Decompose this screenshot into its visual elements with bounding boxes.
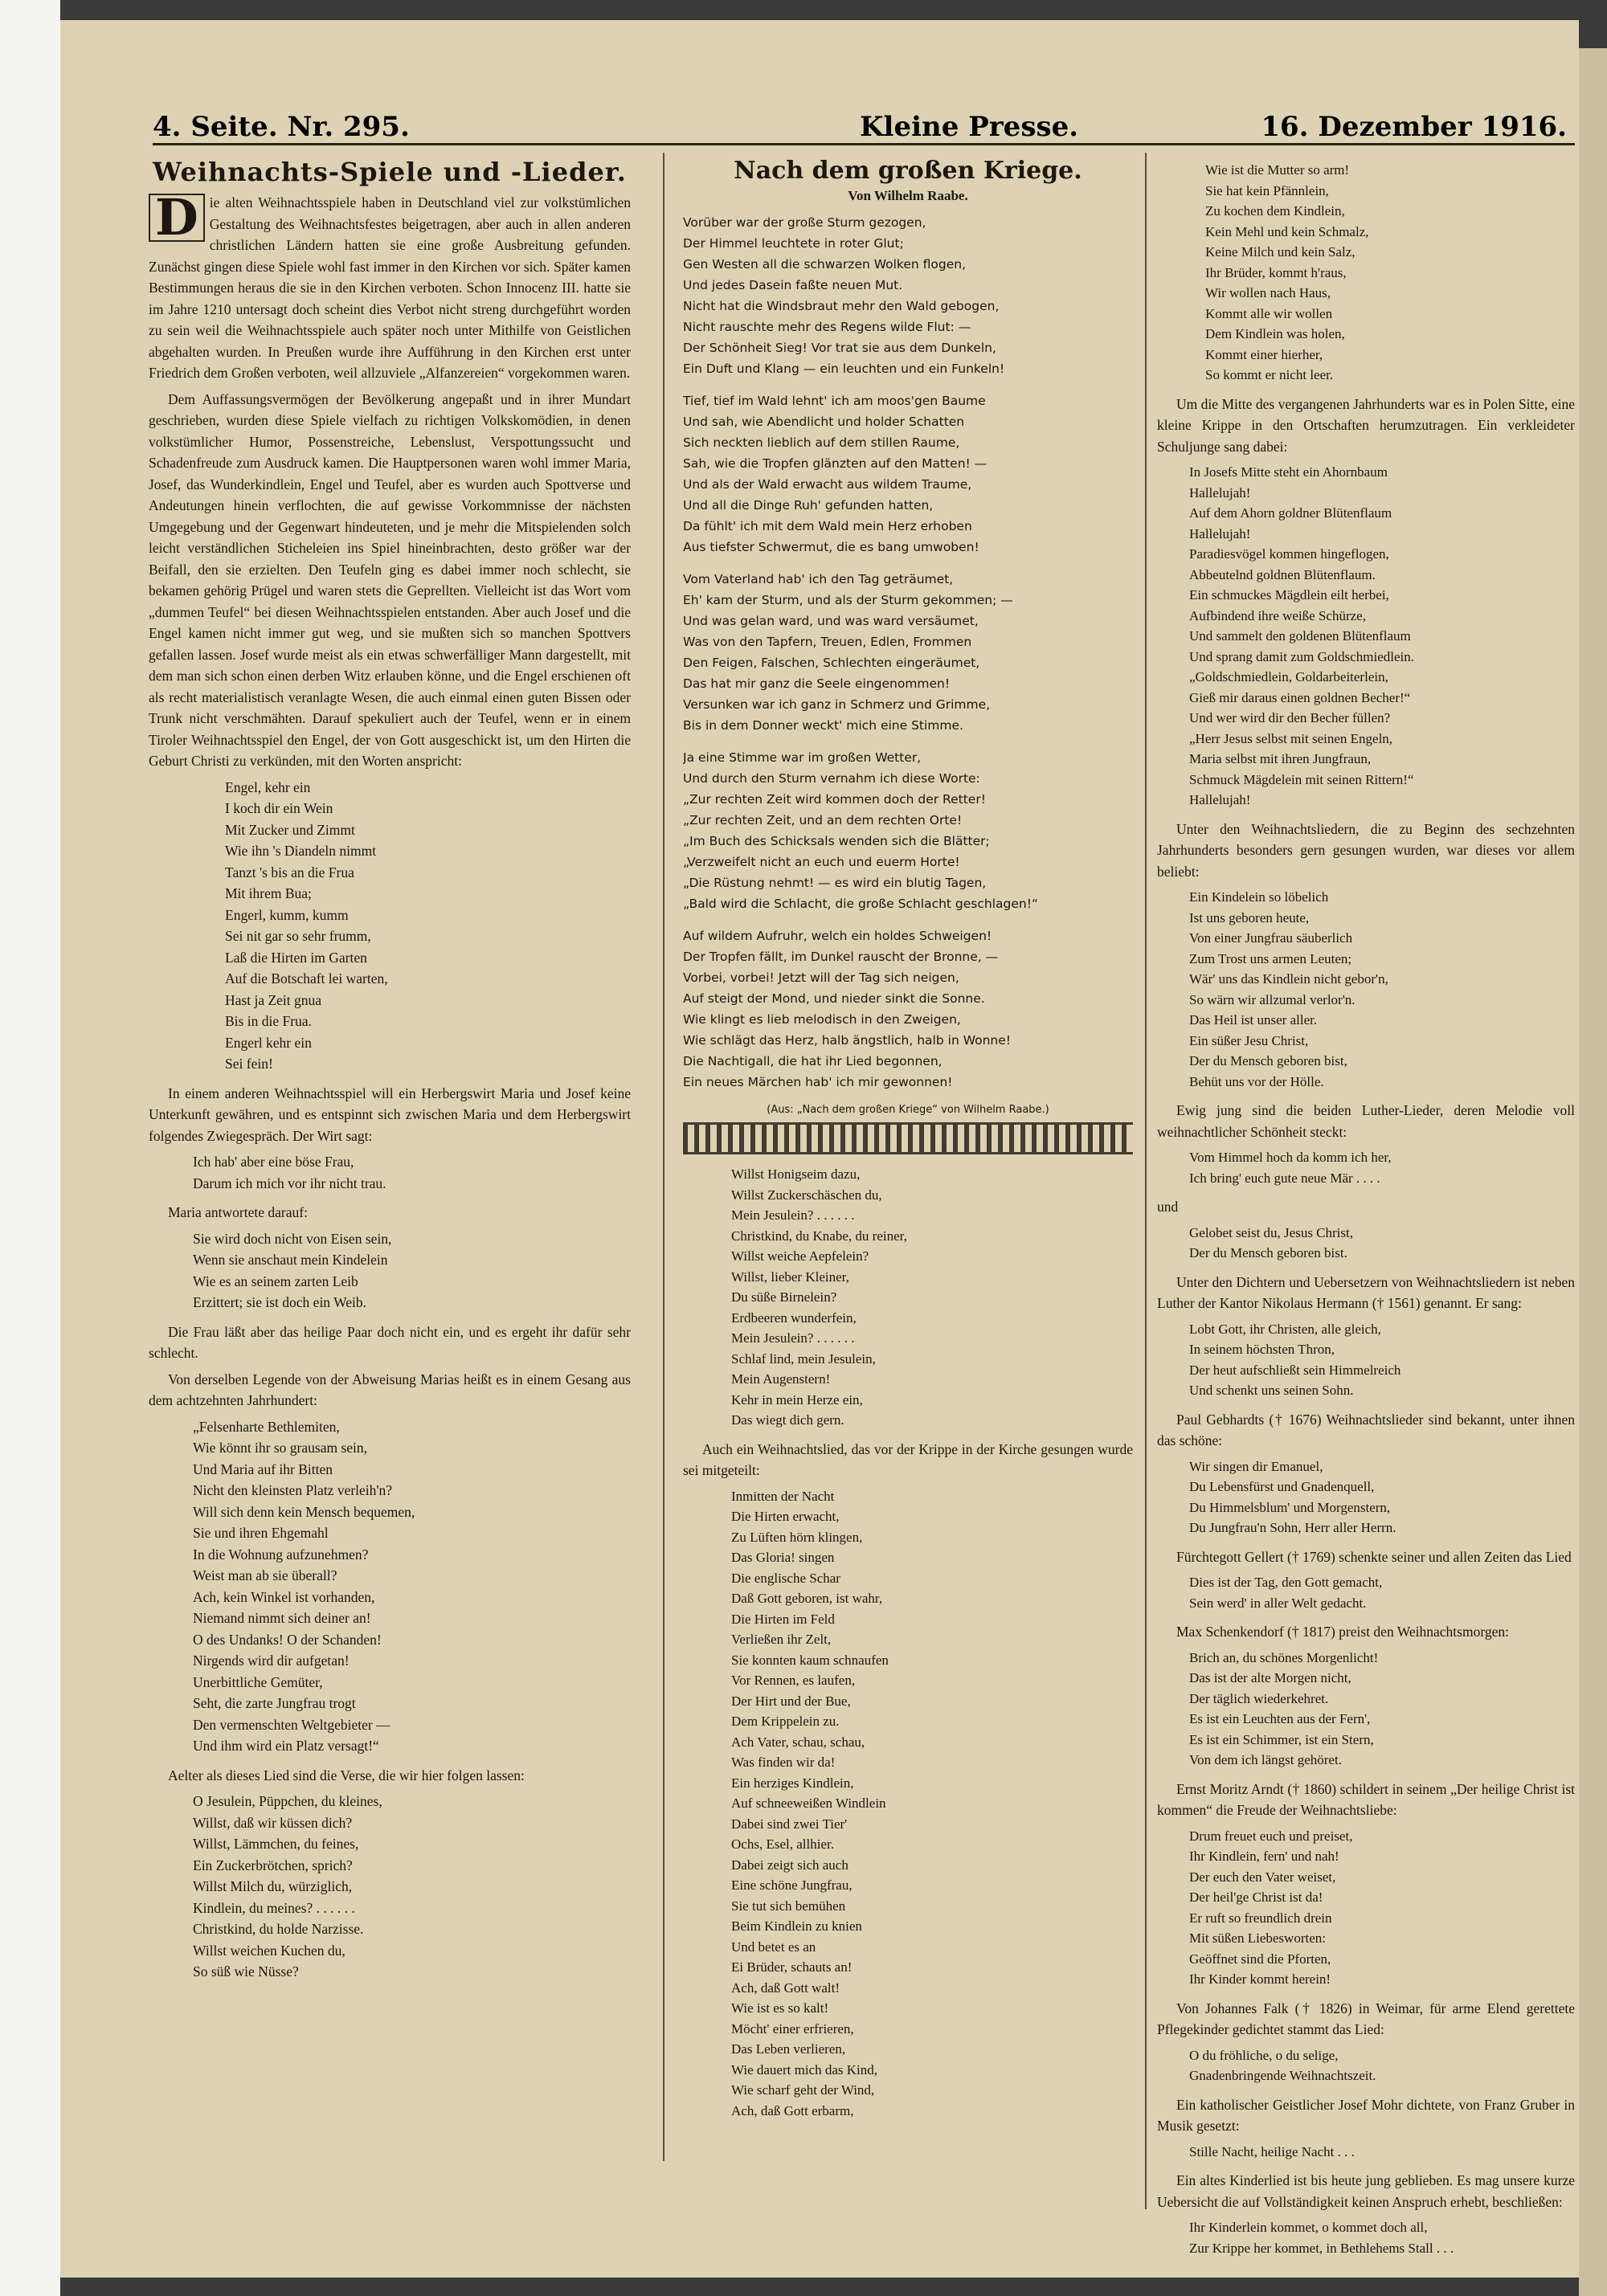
verse-line: Nicht hat die Windsbraut mehr den Wald gebogen,	[683, 299, 1000, 313]
verse-line: Nicht den kleinsten Platz verleih'n?	[193, 1482, 393, 1498]
verse-line: Aus tiefster Schwermut, die es bang umwoben!	[683, 540, 979, 554]
poem-stanza	[683, 925, 1133, 1093]
verse-line: Und was gelan ward, und was ward versäumet,	[683, 614, 979, 628]
verse-line: Ochs, Esel, allhier.	[731, 1836, 834, 1852]
verse-line: Ihr Brüder, kommt h'raus,	[1205, 264, 1347, 280]
verse-line: Laß die Hirten im Garten	[225, 949, 367, 966]
verse-line: Zur Krippe her kommet, in Bethlehems Stall . . .	[1189, 2240, 1454, 2256]
verse-line: Weist man ab sie überall?	[193, 1567, 337, 1583]
verse-line: Paradiesvögel kommen hingeflogen,	[1189, 546, 1389, 562]
verse-line: Der heil'ge Christ ist da!	[1189, 1890, 1323, 1905]
verse-line: Brich an, du schönes Morgenlicht!	[1189, 1649, 1379, 1665]
verse-line: I koch dir ein Wein	[225, 800, 333, 816]
verse-line: Ich hab' aber eine böse Frau,	[193, 1154, 354, 1170]
verse-line: Gen Westen all die schwarzen Wolken flogen,	[683, 257, 967, 272]
verse-line: Mein Jesulein? . . . . . .	[731, 1207, 855, 1223]
verse-block	[149, 1228, 631, 1313]
article-paragraph: In einem anderen Weihnachtsspiel will ein Herbergswirt Maria und Josef keine Unterkunft gewähren, und es entspinnt sich zwischen Maria und dem Herbergswirt folgendes Zwiegespräch. Der Wirt sagt:	[149, 1085, 631, 1144]
article-paragraph: Ein katholischer Geistlicher Josef Mohr dichtete, von Franz Gruber in Musik gesetzt:	[1157, 2096, 1575, 2134]
verse-line: O du fröhliche, o du selige,	[1189, 2047, 1339, 2063]
verse-line: Und all die Dinge Ruh' gefunden hatten,	[683, 498, 934, 513]
verse-line: Eine schöne Jungfrau,	[731, 1877, 853, 1893]
article-paragraph: Von derselben Legende von der Abweisung Marias heißt es in einem Gesang aus dem achtzehnten Jahrhundert:	[149, 1371, 631, 1408]
verse-line: Wie scharf geht der Wind,	[731, 2082, 875, 2098]
article-paragraph: Unter den Weihnachtsliedern, die zu Beginn des sechzehnten Jahrhunderts besonders gern gesungen wurden, war dieses vor allem beliebt:	[1157, 820, 1575, 880]
article-paragraph: Aelter als dieses Lied sind die Verse, die wir hier folgen lassen:	[168, 1767, 525, 1783]
verse-line: Ein herziges Kindlein,	[731, 1775, 854, 1791]
article-title: Weihnachts-Spiele und -Lieder.	[153, 157, 627, 187]
verse-line: Sah, wie die Tropfen glänzten auf den Matten! —	[683, 456, 988, 471]
issue-date: 16. Dezember 1916.	[1261, 111, 1567, 143]
verse-line: Ihr Kindlein, fern' und nah!	[1189, 1849, 1339, 1864]
poem-title: Nach dem großen Kriege.	[734, 157, 1082, 185]
verse-block	[149, 1791, 631, 1983]
verse-line: Da fühlt' ich mit dem Wald mein Herz erhoben	[683, 519, 972, 533]
poem-author: Von Wilhelm Raabe.	[848, 188, 968, 203]
verse-line: Ein neues Märchen hab' ich mir gewonnen!	[683, 1075, 953, 1089]
verse-line: „Bald wird die Schlacht, die große Schlacht geschlagen!“	[683, 897, 1038, 911]
verse-line: Tief, tief im Wald lehnt' ich am moos'gen Baume	[683, 394, 986, 408]
article-paragraph: Um die Mitte des vergangenen Jahrhunderts war es in Polen Sitte, eine kleine Krippe in den Ortschaften herumzutragen. Ein verkleideter Schuljunge sang dabei:	[1157, 395, 1575, 455]
poem	[683, 212, 1133, 1093]
poem-stanza	[683, 390, 1133, 558]
verse-line: Der täglich wiederkehret.	[1189, 1690, 1329, 1706]
column-2	[683, 157, 1133, 2129]
verse-line: Vorüber war der große Sturm gezogen,	[683, 215, 926, 230]
verse-line: Verließen ihr Zelt,	[731, 1632, 832, 1647]
verse-line: O des Undanks! O der Schanden!	[193, 1631, 382, 1648]
verse-line: Dabei zeigt sich auch	[731, 1857, 848, 1873]
verse-line: Stille Nacht, heilige Nacht . . .	[1189, 2143, 1355, 2159]
verse-line: Und jedes Dasein faßte neuen Mut.	[683, 278, 903, 292]
verse-block	[1157, 160, 1575, 386]
verse-line: „Zur rechten Zeit, und an dem rechten Orte!	[683, 813, 963, 827]
verse-line: Engel, kehr ein	[225, 778, 311, 795]
drop-cap: D	[149, 194, 205, 242]
verse-line: Ein süßer Jesu Christ,	[1189, 1032, 1309, 1048]
verse-line: Erzittert; sie ist doch ein Weib.	[193, 1294, 366, 1310]
verse-line: Lobt Gott, ihr Christen, alle gleich,	[1189, 1321, 1381, 1337]
verse-line: Der Himmel leuchtete in roter Glut;	[683, 236, 904, 251]
verse-line: Nirgends wird dir aufgetan!	[193, 1653, 350, 1669]
verse-line: Willst Zuckerschäschen du,	[731, 1187, 882, 1203]
verse-line: Engerl kehr ein	[225, 1034, 312, 1051]
verse-block	[1157, 1456, 1575, 1538]
verse-line: Wir wollen nach Haus,	[1205, 285, 1331, 300]
column-3	[1157, 157, 1575, 2266]
article-paragraph: Maria antwortete darauf:	[168, 1204, 308, 1220]
verse-line: Und schenkt uns seinen Sohn.	[1189, 1383, 1354, 1398]
verse-line: Gelobet seist du, Jesus Christ,	[1189, 1224, 1353, 1240]
verse-line: Wie klingt es lieb melodisch in den Zweigen,	[683, 1012, 961, 1027]
verse-line: In Josefs Mitte steht ein Ahornbaum	[1189, 464, 1388, 480]
verse-line: Auf steigt der Mond, und nieder sinkt die Sonne.	[683, 991, 985, 1006]
verse-line: Sie hat kein Pfännlein,	[1205, 182, 1329, 198]
article-paragraph: Max Schenkendorf († 1817) preist den Weihnachtsmorgen:	[1176, 1624, 1509, 1640]
verse-line: Wie ist es so kalt!	[731, 2000, 829, 2016]
verse-line: Auf wildem Aufruhr, welch ein holdes Schweigen!	[683, 929, 992, 943]
verse-block	[1157, 2217, 1575, 2258]
verse-line: Engerl, kumm, kumm	[225, 906, 349, 923]
verse-line: Wär' uns das Kindlein nicht gebor'n,	[1189, 971, 1388, 987]
verse-line: Der du Mensch geboren bist.	[1189, 1245, 1347, 1260]
verse-line: Es ist ein Schimmer, ist ein Stern,	[1189, 1731, 1374, 1747]
verse-line: Du süße Birnelein?	[731, 1289, 837, 1305]
verse-line: Willst Milch du, würziglich,	[193, 1878, 353, 1894]
verse-line: Und betet es an	[731, 1939, 816, 1955]
article-paragraph: Fürchtegott Gellert († 1769) schenkte seiner und allen Zeiten das Lied	[1176, 1548, 1572, 1565]
verse-line: Behüt uns vor der Hölle.	[1189, 1073, 1324, 1089]
verse-line: Wie es an seinem zarten Leib	[193, 1273, 358, 1289]
verse-line: Willst, Lämmchen, du feines,	[193, 1836, 359, 1852]
verse-line: Und sah, wie Abendlicht und holder Schatten	[683, 415, 965, 429]
verse-line: Mit süßen Liebesworten:	[1189, 1930, 1326, 1946]
verse-line: Sie tut sich bemühen	[731, 1898, 846, 1914]
verse-line: So wärn wir allzumal verlor'n.	[1189, 991, 1356, 1007]
poem-source: (Aus: „Nach dem großen Kriege“ von Wilhelm Raabe.)	[767, 1104, 1049, 1116]
verse-line: Das wiegt dich gern.	[731, 1412, 844, 1428]
verse-block	[1157, 887, 1575, 1092]
verse-block	[149, 1416, 631, 1757]
verse-line: Christkind, du holde Narzisse.	[193, 1921, 364, 1937]
page-header	[153, 95, 1575, 145]
verse-line: Will sich denn kein Mensch bequemen,	[193, 1503, 415, 1520]
verse-line: Von dem ich längst gehöret.	[1189, 1752, 1342, 1767]
verse-line: Darum ich mich vor ihr nicht trau.	[193, 1175, 386, 1191]
verse-line: Willst weichen Kuchen du,	[193, 1942, 346, 1959]
verse-line: Ein Zuckerbrötchen, sprich?	[193, 1857, 353, 1873]
column-rule-1	[663, 153, 664, 2161]
article-paragraph: Ernst Moritz Arndt († 1860) schildert in seinem „Der heilige Christ ist kommen“ die Freude der Weihnachtsliebe:	[1157, 1780, 1575, 1818]
verse-line: Möcht' einer erfrieren,	[731, 2020, 854, 2037]
verse-line: Ein Kindelein so löbelich	[1189, 889, 1329, 905]
verse-line: Schlaf lind, mein Jesulein,	[731, 1350, 876, 1367]
verse-line: Unerbittliche Gemüter,	[193, 1673, 323, 1690]
verse-line: „Die Rüstung nehmt! — es wird ein blutig Tagen,	[683, 876, 987, 890]
verse-line: Wie schlägt das Herz, halb ängstlich, halb in Wonne!	[683, 1033, 1011, 1048]
verse-line: O Jesulein, Püppchen, du kleines,	[193, 1793, 382, 1809]
verse-line: Und durch den Sturm vernahm ich diese Worte:	[683, 771, 980, 786]
verse-line: Vorbei, vorbei! Jetzt will der Tag sich neigen,	[683, 970, 959, 985]
verse-line: Hast ja Zeit gnua	[225, 991, 322, 1008]
verse-line: Den vermenschten Weltgebieter —	[193, 1716, 391, 1733]
verse-line: Vom Himmel hoch da komm ich her,	[1189, 1150, 1392, 1165]
verse-line: Wie ist die Mutter so arm!	[1205, 162, 1350, 178]
article-paragraph: Dem Auffassungsvermögen der Bevölkerung angepaßt und in ihrer Mundart geschrieben, wurden diese Spiele vielfach zu richtigen Volkskomödien, in denen volkstümlicher Humor, Possenstreiche, Lebenslust, Verspottungssucht und Schadenfreude zum Ausdruck kamen. Die Hauptpersonen waren wohl immer Maria, Josef, das Wunderkindlein, Engel und Teufel, aber es wurden auch Spottverse und Andeutungen hinein verflochten, die auf gewisse Vorkommnisse der nächsten Umgegebung und der Gegenwart hindeuteten, und je mehr die Mitspielenden solch leicht verständlichen Sticheleien ins Spiel hineinbrachten, desto größer war der Beifall, den sie erzielten. Den Teufeln ging es dabei immer noch schlecht, sie bekamen gehörig Prügel und waren stets die Geprellten. Vielleicht ist das Wort vom „dummen Teufel“ bei diesen Weihnachtsspielen entstanden. Aber auch Josef und die Engel kamen nicht immer gut weg, und sie mußten sich so manchen Spottvers gefallen lassen. Josef wurde meist als ein etwas schwerfälliger Mann dargestellt, mit dem man sich schon einen derben Witz erlauben könne, und die Engel erschienen oft als recht materialistisch veranlagte Wesen, die auch einmal einen guten Bissen oder Trunk nicht verschmähten. Darauf spekuliert auch der Teufel, wenn er in einem Tiroler Weihnachtsspiel den Engel, der von Gott ausgeschickt ist, um den Hirten die Geburt Christi zu verkünden, mit den Worten anspricht:	[149, 390, 631, 769]
verse-line: Und sammelt den goldenen Blütenflaum	[1189, 628, 1411, 643]
verse-line: Wie könnt ihr so grausam sein,	[193, 1440, 368, 1456]
verse-line: Du Lebensfürst und Gnadenquell,	[1189, 1479, 1375, 1494]
verse-line: Dabei sind zwei Tier'	[731, 1816, 848, 1832]
poem-stanza	[683, 212, 1133, 379]
verse-line: So süß wie Nüsse?	[193, 1963, 299, 1979]
verse-line: Versunken war ich ganz in Schmerz und Grimme,	[683, 697, 991, 712]
verse-line: Beim Kindlein zu knien	[731, 1918, 862, 1934]
verse-block	[683, 1486, 1133, 2122]
verse-line: Willst, lieber Kleiner,	[731, 1269, 849, 1285]
verse-line: Du Himmelsblum' und Morgenstern,	[1189, 1499, 1391, 1515]
poem-stanza	[683, 569, 1133, 736]
verse-line: In seinem höchsten Thron,	[1189, 1342, 1335, 1357]
verse-line: Sein werd' in aller Welt gedacht.	[1189, 1595, 1367, 1611]
verse-line: Kein Mehl und kein Schmalz,	[1205, 223, 1369, 239]
verse-line: Kommt alle wir wollen	[1205, 305, 1333, 321]
verse-line: Ach, kein Winkel ist vorhanden,	[193, 1588, 375, 1605]
verse-line: Ein Duft und Klang — ein leuchten und ein Funkeln!	[683, 362, 1005, 376]
verse-block	[1157, 1572, 1575, 1613]
verse-line: Ein schmuckes Mägdlein eilt herbei,	[1189, 587, 1389, 603]
article-paragraph: Ewig jung sind die beiden Luther-Lieder, deren Melodie voll weihnachtlicher Schönheit steckt:	[1157, 1102, 1575, 1140]
verse-line: Ihr Kinder kommt herein!	[1189, 1971, 1331, 1987]
verse-line: Das hat mir ganz die Seele eingenommen!	[683, 676, 951, 691]
verse-line: Den Feigen, Falschen, Schlechten eingeräumet,	[683, 656, 980, 670]
verse-block	[149, 1151, 631, 1194]
article-paragraph: Unter den Dichtern und Uebersetzern von Weihnachtsliedern ist neben Luther der Kantor Nikolaus Hermann († 1561) genannt. Er sang:	[1157, 1273, 1575, 1311]
verse-line: Der Hirt und der Bue,	[731, 1693, 851, 1709]
masthead: Kleine Presse.	[860, 111, 1079, 143]
verse-line: Ei Brüder, schauts an!	[731, 1959, 853, 1975]
verse-line: „Im Buch des Schicksals wenden sich die Blätter;	[683, 834, 990, 848]
verse-line: Wie dauert mich das Kind,	[731, 2061, 878, 2077]
verse-line: Das Leben verlieren,	[731, 2041, 846, 2057]
verse-line: Der Tropfen fällt, im Dunkel rauscht der Bronne, —	[683, 950, 999, 964]
verse-block	[1157, 462, 1575, 811]
verse-line: Eh' kam der Sturm, und als der Sturm gekommen; —	[683, 593, 1013, 607]
verse-line: Schmuck Mägdelein mit seinen Rittern!“	[1189, 771, 1414, 787]
verse-line: „Herr Jesus selbst mit seinen Engeln,	[1189, 730, 1393, 746]
verse-block	[1157, 2142, 1575, 2163]
page-number: 4. Seite. Nr. 295.	[153, 111, 410, 143]
verse-line: Sie wird doch nicht von Eisen sein,	[193, 1230, 392, 1247]
verse-line: Vom Vaterland hab' ich den Tag geträumet,	[683, 572, 954, 586]
verse-line: Wie ihn 's Diandeln nimmt	[225, 843, 377, 859]
verse-line: Dies ist der Tag, den Gott gemacht,	[1189, 1575, 1383, 1590]
poem-stanza	[683, 747, 1133, 914]
verse-line: Zu Lüften hörn klingen,	[731, 1529, 863, 1545]
verse-line: Was von den Tapfern, Treuen, Edlen, Frommen	[683, 635, 972, 649]
article-paragraph: Paul Gebhardts († 1676) Weihnachtslieder sind bekannt, unter ihnen das schöne:	[1157, 1411, 1575, 1448]
verse-block	[1157, 1147, 1575, 1188]
paragraph-text: ie alten Weihnachtsspiele haben in Deutschland viel zur volkstümlichen Gestaltung des Weihnachtsfestes beigetragen, aber auch in allen anderen christlichen Ländern hatten sie eine große Ausbreitung gefunden. Zunächst gingen diese Spiele wohl fast immer in den Kirchen vor sich. Später kamen Bestimmungen heraus die sie in den Kirchen verboten. Schon Innocenz III. hatte sie im Jahre 1210 untersagt doch scheint dies Verbot nicht streng durchgeführt worden zu sein weil die Weihnachtsspiele auch später noch unter Mithilfe von Geistlichen abgehalten wurden. In Preußen wurde ihre Aufführung in den Kirchen erst unter Friedrich dem Großen verboten, weil allzuviele „Alfanzereien“ vorgekommen waren.	[149, 194, 631, 381]
verse-line: Und wer wird dir den Becher füllen?	[1189, 710, 1391, 725]
verse-line: Und als der Wald erwacht aus wildem Traume,	[683, 477, 972, 492]
verse-line: Keine Milch und kein Salz,	[1205, 244, 1356, 259]
verse-line: Und ihm wird ein Platz versagt!“	[193, 1738, 379, 1754]
verse-line: Ach Vater, schau, schau,	[731, 1734, 865, 1750]
article-paragraph: Auch ein Weihnachtslied, das vor der Krippe in der Kirche gesungen wurde sei mitgeteilt:	[683, 1440, 1133, 1478]
verse-line: Mein Augenstern!	[731, 1371, 831, 1387]
verse-line: Der euch den Vater weiset,	[1189, 1869, 1336, 1885]
verse-line: Sei fein!	[225, 1056, 273, 1072]
verse-line: Ist uns geboren heute,	[1189, 909, 1310, 925]
verse-line: Was finden wir da!	[731, 1755, 836, 1770]
verse-line: Auf schneeweißen Windlein	[731, 1796, 886, 1811]
verse-block	[683, 1164, 1133, 1431]
article-paragraph: Die Frau läßt aber das heilige Paar doch nicht ein, und es ergeht ihr dafür sehr schlecht.	[149, 1323, 631, 1361]
verse-line: Du Jungfrau'n Sohn, Herr aller Herrn.	[1189, 1520, 1396, 1535]
verse-block	[1157, 1648, 1575, 1771]
connector-word: und	[1157, 1199, 1179, 1215]
verse-line: Gnadenbringende Weihnachtszeit.	[1189, 2068, 1376, 2083]
verse-line: Auf dem Ahorn goldner Blütenflaum	[1189, 505, 1392, 521]
verse-line: Kindlein, du meines? . . . . . .	[193, 1899, 355, 1916]
verse-line: Ich bring' euch gute neue Mär . . . .	[1189, 1170, 1380, 1186]
verse-line: Hallelujah!	[1189, 792, 1251, 807]
verse-line: Bis in die Frua.	[225, 1013, 312, 1029]
verse-line: Ach, daß Gott walt!	[731, 1979, 840, 1996]
verse-line: Drum freuet euch und preiset,	[1189, 1828, 1353, 1844]
verse-line: Zu kochen dem Kindlein,	[1205, 203, 1345, 219]
verse-line: Willst Honigseim dazu,	[731, 1166, 861, 1182]
article-paragraph: Von Johannes Falk († 1826) in Weimar, für arme Elend gerettete Pflegekinder gedichtet stammt das Lied:	[1157, 2000, 1575, 2037]
verse-line: Ihr Kinderlein kommet, o kommet doch all,	[1189, 2220, 1428, 2235]
verse-line: Der du Mensch geboren bist,	[1189, 1053, 1347, 1068]
verse-line: Der Schönheit Sieg! Vor trat sie aus dem Dunkeln,	[683, 341, 996, 355]
column-1	[149, 157, 631, 1991]
verse-line: Auf die Botschaft lei warten,	[225, 970, 388, 987]
verse-block	[1157, 1826, 1575, 1990]
verse-line: Die Hirten im Feld	[731, 1611, 835, 1627]
verse-line: Nicht rauschte mehr des Regens wilde Flut: —	[683, 320, 971, 334]
scan-background	[0, 0, 60, 2296]
verse-line: So kommt er nicht leer.	[1205, 367, 1334, 382]
verse-line: Das Gloria! singen	[731, 1550, 835, 1565]
verse-line: Und sprang damit zum Goldschmiedlein.	[1189, 648, 1414, 664]
verse-line: Inmitten der Nacht	[731, 1488, 835, 1504]
verse-line: Mein Jesulein? . . . . . .	[731, 1330, 855, 1346]
verse-line: Tanzt 's bis an die Frua	[225, 864, 354, 880]
verse-line: Wenn sie anschaut mein Kindelein	[193, 1252, 388, 1268]
verse-line: Gieß mir daraus einen goldnen Becher!“	[1189, 689, 1411, 705]
verse-line: „Verzweifelt nicht an euch und euerm Horte!	[683, 855, 960, 869]
verse-line: Geöffnet sind die Pforten,	[1189, 1951, 1331, 1967]
verse-line: Kommt einer hierher,	[1205, 346, 1323, 362]
verse-line: Niemand nimmt sich deiner an!	[193, 1610, 371, 1626]
verse-line: Christkind, du Knabe, du reiner,	[731, 1228, 907, 1244]
verse-line: Von einer Jungfrau säuberlich	[1189, 930, 1353, 946]
verse-line: Hallelujah!	[1189, 484, 1251, 500]
verse-line: Maria selbst mit ihren Jungfraun,	[1189, 751, 1372, 766]
verse-line: Daß Gott geboren, ist wahr,	[731, 1591, 883, 1606]
verse-line: Ja eine Stimme war im großen Wetter,	[683, 750, 922, 765]
verse-line: Aufbindend ihre weiße Schürze,	[1189, 607, 1366, 623]
verse-line: In die Wohnung aufzunehmen?	[193, 1546, 369, 1563]
verse-line: „Goldschmiedlein, Goldarbeiterlein,	[1189, 669, 1388, 684]
verse-line: Mit ihrem Bua;	[225, 885, 312, 901]
verse-line: Das ist der alte Morgen nicht,	[1189, 1670, 1351, 1685]
verse-line: Erdbeeren wunderfein,	[731, 1309, 857, 1326]
verse-line: „Felsenharte Bethlemiten,	[193, 1418, 340, 1435]
verse-line: Wir singen dir Emanuel,	[1189, 1458, 1323, 1474]
verse-line: Sie und ihren Ehgemahl	[193, 1525, 329, 1541]
column-rule-2	[1145, 153, 1147, 2209]
verse-line: Hallelujah!	[1189, 525, 1251, 541]
verse-line: Bis in dem Donner weckt' mich eine Stimme.	[683, 718, 963, 733]
article-paragraph	[149, 188, 631, 384]
verse-line: Mit Zucker und Zimmt	[225, 821, 355, 838]
verse-line: Seht, die zarte Jungfrau trogt	[193, 1695, 356, 1711]
verse-line: Willst, daß wir küssen dich?	[193, 1814, 353, 1831]
verse-block	[1157, 1319, 1575, 1401]
verse-line: Und Maria auf ihr Bitten	[193, 1461, 333, 1477]
verse-line: Dem Kindlein was holen,	[1205, 326, 1345, 341]
verse-line: Die englische Schar	[731, 1570, 840, 1586]
verse-line: Das Heil ist unser aller.	[1189, 1012, 1318, 1027]
verse-line: Vor Rennen, es laufen,	[731, 1673, 856, 1688]
verse-line: Es ist ein Leuchten aus der Fern',	[1189, 1711, 1371, 1726]
verse-line: Der heut aufschließt sein Himmelreich	[1189, 1362, 1401, 1378]
verse-line: Abbeutelnd goldnen Blütenflaum.	[1189, 566, 1376, 582]
verse-line: Sei nit gar so sehr frumm,	[225, 928, 371, 944]
verse-block	[1157, 1223, 1575, 1264]
verse-line: Dem Krippelein zu.	[731, 1714, 840, 1729]
verse-line: Willst weiche Aepfelein?	[731, 1248, 869, 1264]
verse-block	[149, 777, 631, 1075]
ornamental-divider	[683, 1122, 1133, 1154]
verse-line: Sich neckten lieblich auf dem stillen Raume,	[683, 435, 960, 450]
verse-line: Die Hirten erwacht,	[731, 1509, 840, 1524]
verse-line: „Zur rechten Zeit wird kommen doch der Retter!	[683, 792, 986, 807]
article-paragraph: Ein altes Kinderlied ist bis heute jung geblieben. Es mag unsere kurze Uebersicht die auf Vollständigkeit keinen Anspruch erhebt, beschließen:	[1157, 2172, 1575, 2210]
verse-line: Ach, daß Gott erbarm,	[731, 2102, 854, 2118]
verse-line: Die Nachtigall, die hat ihr Lied begonnen,	[683, 1054, 943, 1068]
verse-line: Kehr in mein Herze ein,	[731, 1391, 863, 1407]
verse-line: Sie konnten kaum schnaufen	[731, 1652, 889, 1668]
next-page-edge	[1579, 48, 1607, 2296]
verse-block	[1157, 2045, 1575, 2086]
verse-line: Zum Trost uns armen Leuten;	[1189, 950, 1352, 966]
verse-line: Er ruft so freundlich drein	[1189, 1910, 1332, 1926]
